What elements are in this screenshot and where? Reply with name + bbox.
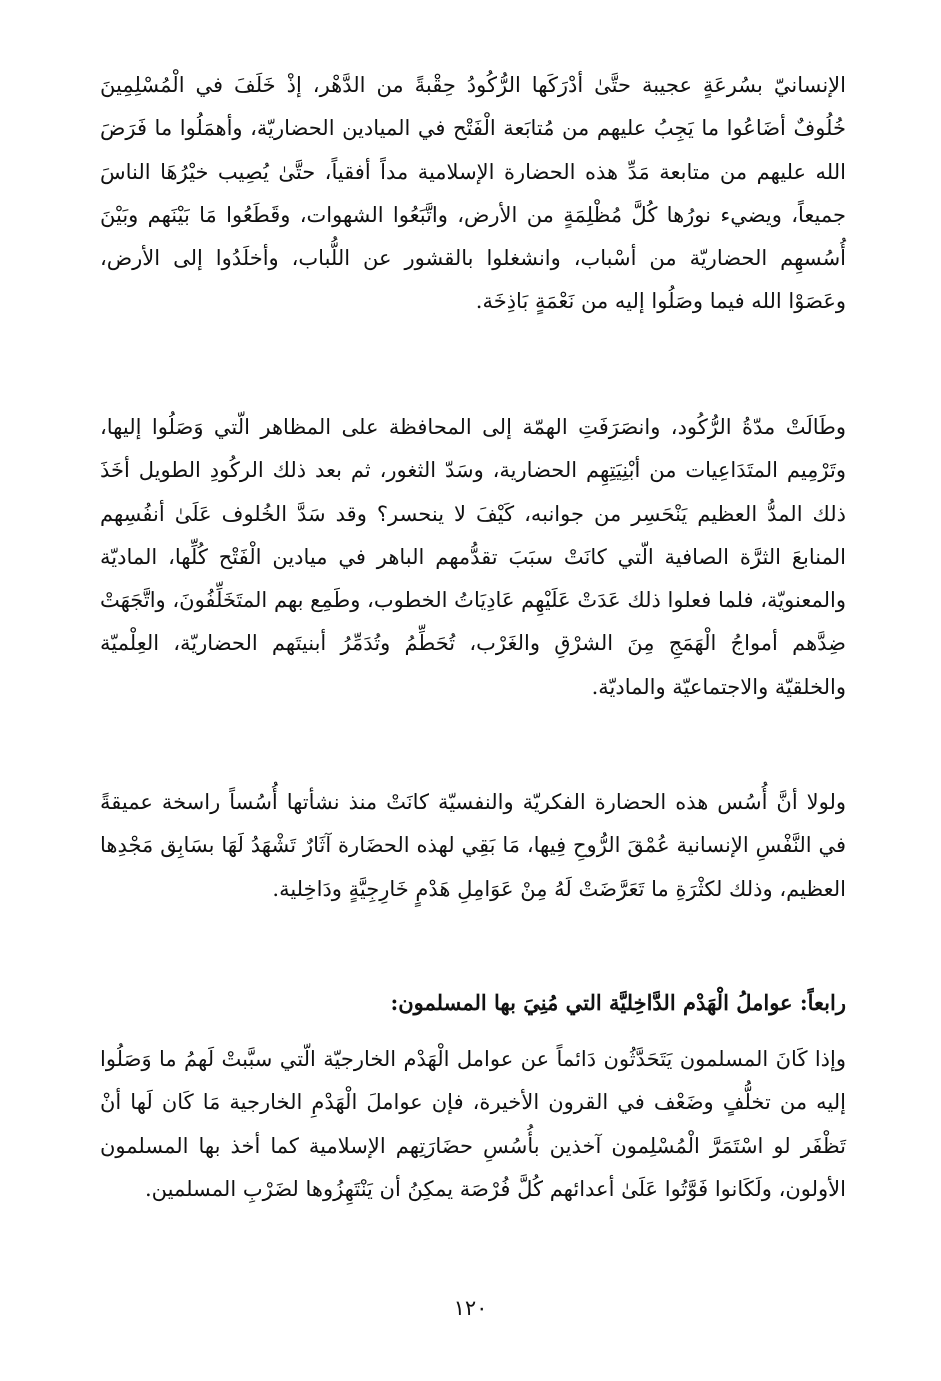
- paragraph-2: وطَالَتْ مدّةُ الرُّكُود، وانصَرَفَتِ الهمّة إلى المحافظة على المظاهر الّتي وَصَلُوا إليها، وتَرْمِيم المتَدَاعِيات من أبْنِيَتِهِم الحضارية، وسَدّ الثغور، ثم بعد ذلك الركُودِ الطويل أخَذَ ذلك المدُّ العظيم يَنْحَسِر من جوانبه، كَيْفَ لا ينحسر؟ وقد سَدَّ الخُلوف عَلَىٰ أنفُسِهم المنابعَ الثرَّة الصافية الّتي كانَتْ سبَبَ تقدُّمهم الباهر في ميادين الْفَتْح كُلِّها، الماديّة والمعنويّة، فلما فعلوا ذلك عَدَتْ عَلَيْهِم عَادِيَاتُ الخطوب، وطَمِع بهم المتَخَلِّفُونَ، واتَّجَهَتْ ضِدَّهم أمواجُ الْهَمَجِ مِنَ الشرْقِ والغَرْب، تُحَطِّمُ وتُدَمِّرُ أبنيتَهم الحضاريّة، العِلْميّة والخلقيّة والاجتماعيّة والماديّة.: [100, 415, 846, 699]
- section-heading: رابعاً: عواملُ الْهَدْم الدَّاخِليَّة التي مُنِيَ بها المسلمون:: [390, 990, 846, 1015]
- page-number: ١٢٠: [453, 1296, 488, 1320]
- paragraph-4: وإذا كَانَ المسلمون يَتَحَدَّثُون دَائماً عن عوامل الْهَدْم الخارجيّة الّتي سبَّبتْ لَهمُ ما وَصَلُوا إليه من تخلُّفٍ وضَعْف في القرون الأخيرة، فإن عواملَ الْهَدْمِ الخارجية مَا كَان لَها أنْ تَظْفَر لو اسْتَمَرَّ الْمُسْلِمون آخذين بأُسُسِ حضَارَتِهم الإسلامية كما أخذ بها المسلمون الأولون، ولَكَانوا فَوَّتُوا عَلَىٰ أعدائهم كُلَّ فُرْصَة يمكِنُ أن يَنْتَهِزُوها لضَرْبِ المسلمين.: [100, 1047, 846, 1201]
- paragraph-1: الإنسانيّ بسُرعَةٍ عجيبة حتَّىٰ أدْرَكَها الرُّكُودُ حِقْبةً من الدَّهْر، إذْ خَلَفَ في الْمُسْلِمِينَ خُلُوفٌ أضَاعُوا ما يَجِبُ عليهم من مُتابَعة الْفَتْح في الميادين الحضاريّة، وأهمَلُوا ما فَرَضَ الله عليهم من متابعة مَدِّ هذه الحضارة الإسلامية مداً أفقياً، حتَّىٰ يُصِيب خيْرُهَا الناسَ جميعاً، ويضيء نورُها كُلَّ مُظْلِمَةٍ من الأرض، واتَّبَعُوا الشهوات، وقَطَعُوا مَا بَيْنَهم وبَيْنَ أُسُسهِم الحضاريّة من أسْباب، وانشغلوا بالقشور عن اللُّباب، وأخلَدُوا إلى الأرض، وعَصَوْا الله فيما وصَلُوا إليه من نَعْمَةٍ بَاذِخَة.: [100, 73, 846, 314]
- paragraph-3: ولولا أنَّ أُسُس هذه الحضارة الفكريّة والنفسيّة كانَتْ منذ نشأتها أُسُساً راسخة عميقةً في النَّفْسِ الإنسانية عُمْقَ الرُّوحِ فِيها، مَا بَقِي لهذه الحضَارة آثَارٌ تَشْهَدُ لَهَا بسَابِق مَجْدِها العظيم، وذلك لكثْرَةِ ما تَعَرَّضَتْ لَهُ مِنْ عَوَامِلِ هَدْمٍ خَارِجِيَّةٍ ودَاخِلية.: [100, 790, 846, 901]
